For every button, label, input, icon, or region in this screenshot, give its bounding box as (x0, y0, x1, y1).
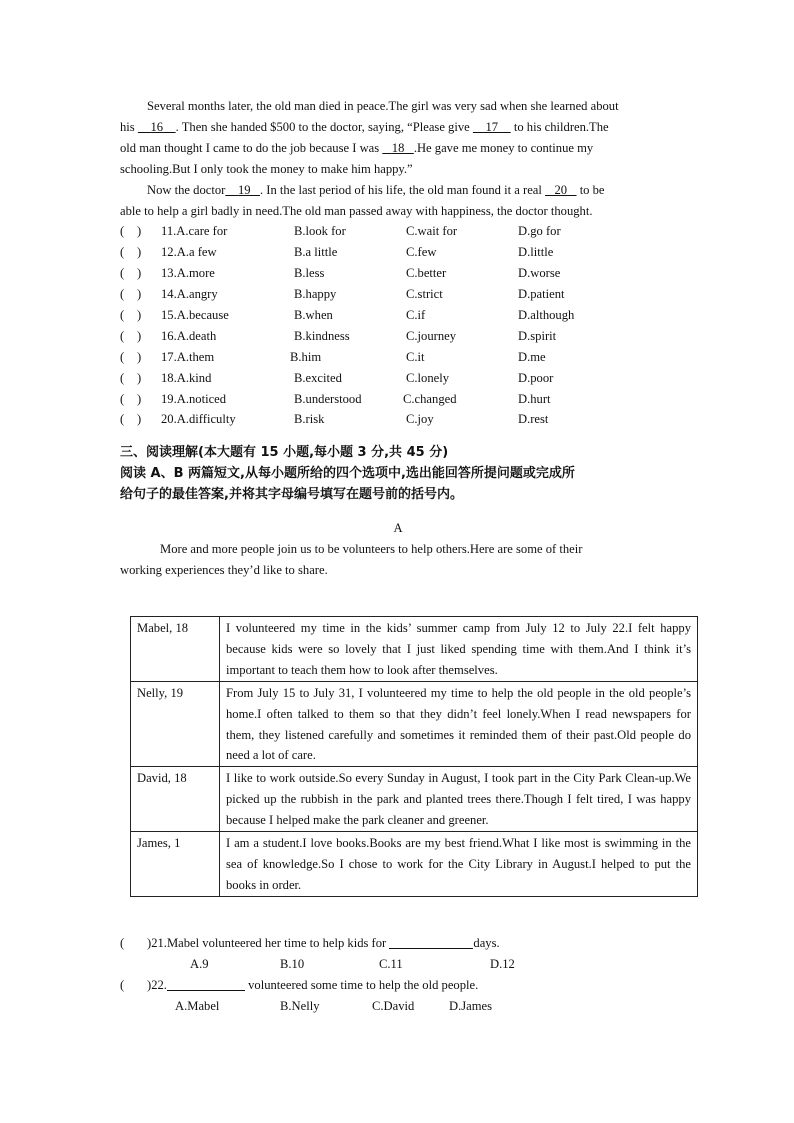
q22-text-post: volunteered some time to help the old people. (248, 977, 479, 992)
answer-paren-open[interactable]: ( (120, 370, 125, 385)
answer-paren-close: ) (137, 412, 142, 427)
question-number: 20. (161, 412, 177, 427)
option-row (120, 305, 676, 326)
question-number: 16. (161, 328, 177, 343)
option-b[interactable]: B.look for (294, 224, 346, 239)
option-d[interactable]: D.hurt (518, 391, 551, 406)
para1-line4: schooling.But I only took the money to make him happy.” (120, 161, 413, 176)
section-3-instruction-line1: 阅读 A、B 两篇短文,从每小题所给的四个选项中,选出能回答所提问题或完成所 (120, 466, 575, 482)
q22-number: 22. (151, 977, 167, 992)
blank-16-number: 16 (150, 119, 164, 134)
option-c[interactable]: C.strict (406, 287, 443, 302)
option-c[interactable]: C.changed (403, 391, 457, 406)
answer-paren-close: ) (137, 370, 142, 385)
answer-paren-open[interactable]: ( (120, 266, 125, 281)
q22-option-c[interactable]: C.David (372, 998, 415, 1013)
option-c[interactable]: C.few (406, 245, 437, 260)
q22-option-d[interactable]: D.James (449, 998, 493, 1013)
exam-page (120, 96, 676, 581)
section-3-instruction-line2: 给句子的最佳答案,并将其字母编号填写在题号前的括号内。 (120, 487, 463, 503)
q21-option-b[interactable]: B.10 (280, 956, 305, 971)
para2-line1-mid: . In the last period of his life, the old man found it a real (259, 182, 542, 197)
option-c[interactable]: C.joy (406, 412, 434, 427)
option-b[interactable]: B.understood (294, 391, 362, 406)
answer-paren-open[interactable]: ( (120, 224, 125, 239)
option-c[interactable]: C.if (406, 308, 426, 322)
option-a[interactable]: A.more (176, 266, 215, 281)
blank-17[interactable] (473, 120, 511, 134)
volunteer-name: David, 18 (131, 767, 220, 832)
answer-paren-close: ) (137, 287, 142, 302)
option-a[interactable]: A.care for (176, 224, 228, 239)
option-row (120, 409, 676, 430)
volunteer-text: I am a student.I love books.Books are my best friend.What I like most is swimming in the sea of knowledge.So I chose to work for the City Library in August.I helped to put the books in order. (220, 832, 698, 897)
q22-option-a[interactable]: A.Mabel (175, 998, 220, 1013)
option-b[interactable]: B.kindness (294, 328, 350, 343)
volunteer-table (130, 616, 698, 897)
option-c[interactable]: C.it (406, 349, 425, 364)
blank-18-number: 18 (391, 140, 405, 155)
option-row (120, 263, 676, 284)
blank-18[interactable] (382, 141, 414, 155)
para1-line2-post: to his children.The (513, 119, 609, 134)
option-d[interactable]: D.worse (518, 266, 561, 281)
question-number: 13. (161, 266, 177, 281)
question-number: 12. (161, 245, 177, 260)
option-d[interactable]: D.spirit (518, 328, 557, 343)
para1-line2-mid: . Then she handed $500 to the doctor, saying, “Please give (175, 119, 470, 134)
volunteer-text: From July 15 to July 31, I volunteered my time to help the old people in the old people’s home.I often talked to them so that they didn’t feel lonely.When I read newspapers for them, they listened carefully and sometimes it reminded them of their past.Old people do need a lot of care. (220, 681, 698, 767)
para1-line3-pre: old man thought I came to do the job because I was (120, 140, 380, 155)
answer-paren-open[interactable]: ( (120, 245, 125, 260)
option-d[interactable]: D.patient (518, 287, 565, 302)
answer-paren-open[interactable]: ( (120, 412, 125, 427)
passage-a-title: A (393, 521, 403, 536)
option-d[interactable]: D.me (518, 349, 546, 364)
q21-option-c[interactable]: C.11 (379, 956, 403, 971)
q21-answer-blank[interactable] (389, 934, 473, 949)
option-row (120, 389, 676, 410)
passage-a-intro-line1: More and more people join us to be volunteers to help others.Here are some of their (160, 542, 583, 557)
option-c[interactable]: C.lonely (406, 370, 450, 385)
blank-20-number: 20 (554, 182, 568, 197)
section-3-title: 三、阅读理解(本大题有 15 小题,每小题 3 分,共 45 分) (120, 445, 449, 461)
blank-16[interactable] (138, 120, 176, 134)
para1-line2-pre: his (120, 119, 135, 134)
answer-paren-close: ) (137, 245, 142, 260)
option-c[interactable]: C.wait for (406, 224, 458, 239)
blank-20[interactable] (545, 183, 577, 197)
answer-paren-close: ) (137, 349, 142, 364)
passage-paragraph-2 (120, 180, 676, 222)
question-number: 18. (161, 370, 177, 385)
option-d[interactable]: D.go for (518, 224, 561, 239)
answer-paren-close: ) (137, 391, 142, 406)
option-a[interactable]: A.angry (176, 287, 218, 302)
q21-text-pre: 21.Mabel volunteered her time to help kids for (151, 936, 387, 950)
blank-19[interactable] (225, 183, 260, 197)
option-row (120, 284, 676, 305)
para2-line1-post: to be (579, 182, 605, 197)
volunteer-name: Nelly, 19 (131, 681, 220, 767)
answer-paren-open[interactable]: ( (120, 287, 125, 302)
table-row (131, 617, 698, 682)
q21-option-a[interactable]: A.9 (190, 956, 209, 971)
option-b[interactable]: B.him (290, 349, 322, 364)
passage-a-intro-line2: working experiences they’d like to share. (120, 563, 328, 578)
para2-line1-pre: Now the doctor (147, 182, 226, 197)
q22-answer-blank[interactable] (167, 976, 245, 991)
question-22 (120, 975, 676, 996)
option-a[interactable]: A.noticed (176, 391, 227, 406)
option-a[interactable]: A.kind (176, 370, 212, 385)
option-b[interactable]: B.less (294, 266, 325, 281)
question-21 (120, 933, 676, 954)
option-row (120, 242, 676, 263)
q21-text-post: days. (473, 936, 500, 950)
question-number: 15. (161, 308, 177, 322)
volunteer-text: I volunteered my time in the kids’ summer camp from July 12 to July 22.I felt happy because kids were so lovely that I just liked spending time with them.And I think it’s important to teach them how to look after themselves. (220, 617, 698, 682)
answer-paren-open[interactable]: ( (120, 328, 125, 343)
q22-paren-close: ) (147, 977, 152, 992)
cloze-options-list (120, 221, 676, 430)
option-b[interactable]: B.a little (294, 245, 338, 260)
question-number: 17. (161, 349, 177, 364)
option-b[interactable]: B.happy (294, 287, 337, 302)
option-a[interactable]: A.death (176, 328, 217, 343)
option-a[interactable]: A.because (176, 308, 229, 322)
blank-19-number: 19 (237, 182, 251, 197)
volunteer-name: James, 1 (131, 832, 220, 897)
passage-paragraph-1 (120, 96, 676, 180)
answer-paren-close: ) (137, 308, 142, 322)
q22-option-b[interactable]: B.Nelly (280, 998, 320, 1013)
para2-line2: able to help a girl badly in need.The old man passed away with happiness, the doctor thought. (120, 203, 593, 218)
option-a[interactable]: A.them (176, 349, 215, 364)
table-row (131, 767, 698, 832)
para1-line1: Several months later, the old man died in peace.The girl was very sad when she learned about (147, 99, 619, 113)
option-row (120, 326, 676, 347)
table-row (131, 681, 698, 767)
option-b[interactable]: B.excited (294, 370, 342, 385)
option-row (120, 347, 676, 368)
option-row (120, 368, 676, 389)
option-a[interactable]: A.a few (176, 245, 217, 260)
answer-paren-close: ) (137, 328, 142, 343)
option-d[interactable]: D.although (518, 308, 575, 322)
q21-paren-close: ) (147, 936, 152, 950)
answer-paren-open[interactable]: ( (120, 349, 125, 364)
option-d[interactable]: D.little (518, 245, 554, 260)
answer-paren-close: ) (137, 224, 142, 239)
option-c[interactable]: C.journey (406, 328, 457, 343)
answer-paren-open[interactable]: ( (120, 391, 125, 406)
option-b[interactable]: B.when (294, 308, 333, 322)
q21-paren-open[interactable]: ( (120, 936, 125, 950)
option-c[interactable]: C.better (406, 266, 447, 281)
questions-block (120, 933, 676, 1017)
q21-option-d[interactable]: D.12 (490, 956, 515, 971)
volunteer-name: Mabel, 18 (131, 617, 220, 682)
answer-paren-open[interactable]: ( (120, 308, 125, 322)
question-number: 11. (161, 224, 177, 239)
table-row (131, 832, 698, 897)
volunteer-text: I like to work outside.So every Sunday in August, I took part in the City Park Clean-up.We picked up the rubbish in the park and planted trees there.Though I felt tired, I was happy because I helped make the park cleaner and greener. (220, 767, 698, 832)
passage-a-intro (120, 539, 676, 581)
blank-17-number: 17 (485, 119, 499, 134)
option-b[interactable]: B.risk (294, 412, 325, 427)
q22-options (120, 996, 676, 1017)
question-number: 14. (161, 287, 177, 302)
question-number: 19. (161, 391, 177, 406)
q22-paren-open[interactable]: ( (120, 977, 125, 992)
option-row (120, 221, 676, 242)
para1-line3-post: .He gave me money to continue my (413, 140, 594, 155)
q21-options (120, 954, 676, 975)
option-a[interactable]: A.difficulty (176, 412, 236, 427)
option-d[interactable]: D.poor (518, 370, 554, 385)
section-3-header (120, 442, 676, 505)
option-d[interactable]: D.rest (518, 412, 549, 427)
answer-paren-close: ) (137, 266, 142, 281)
